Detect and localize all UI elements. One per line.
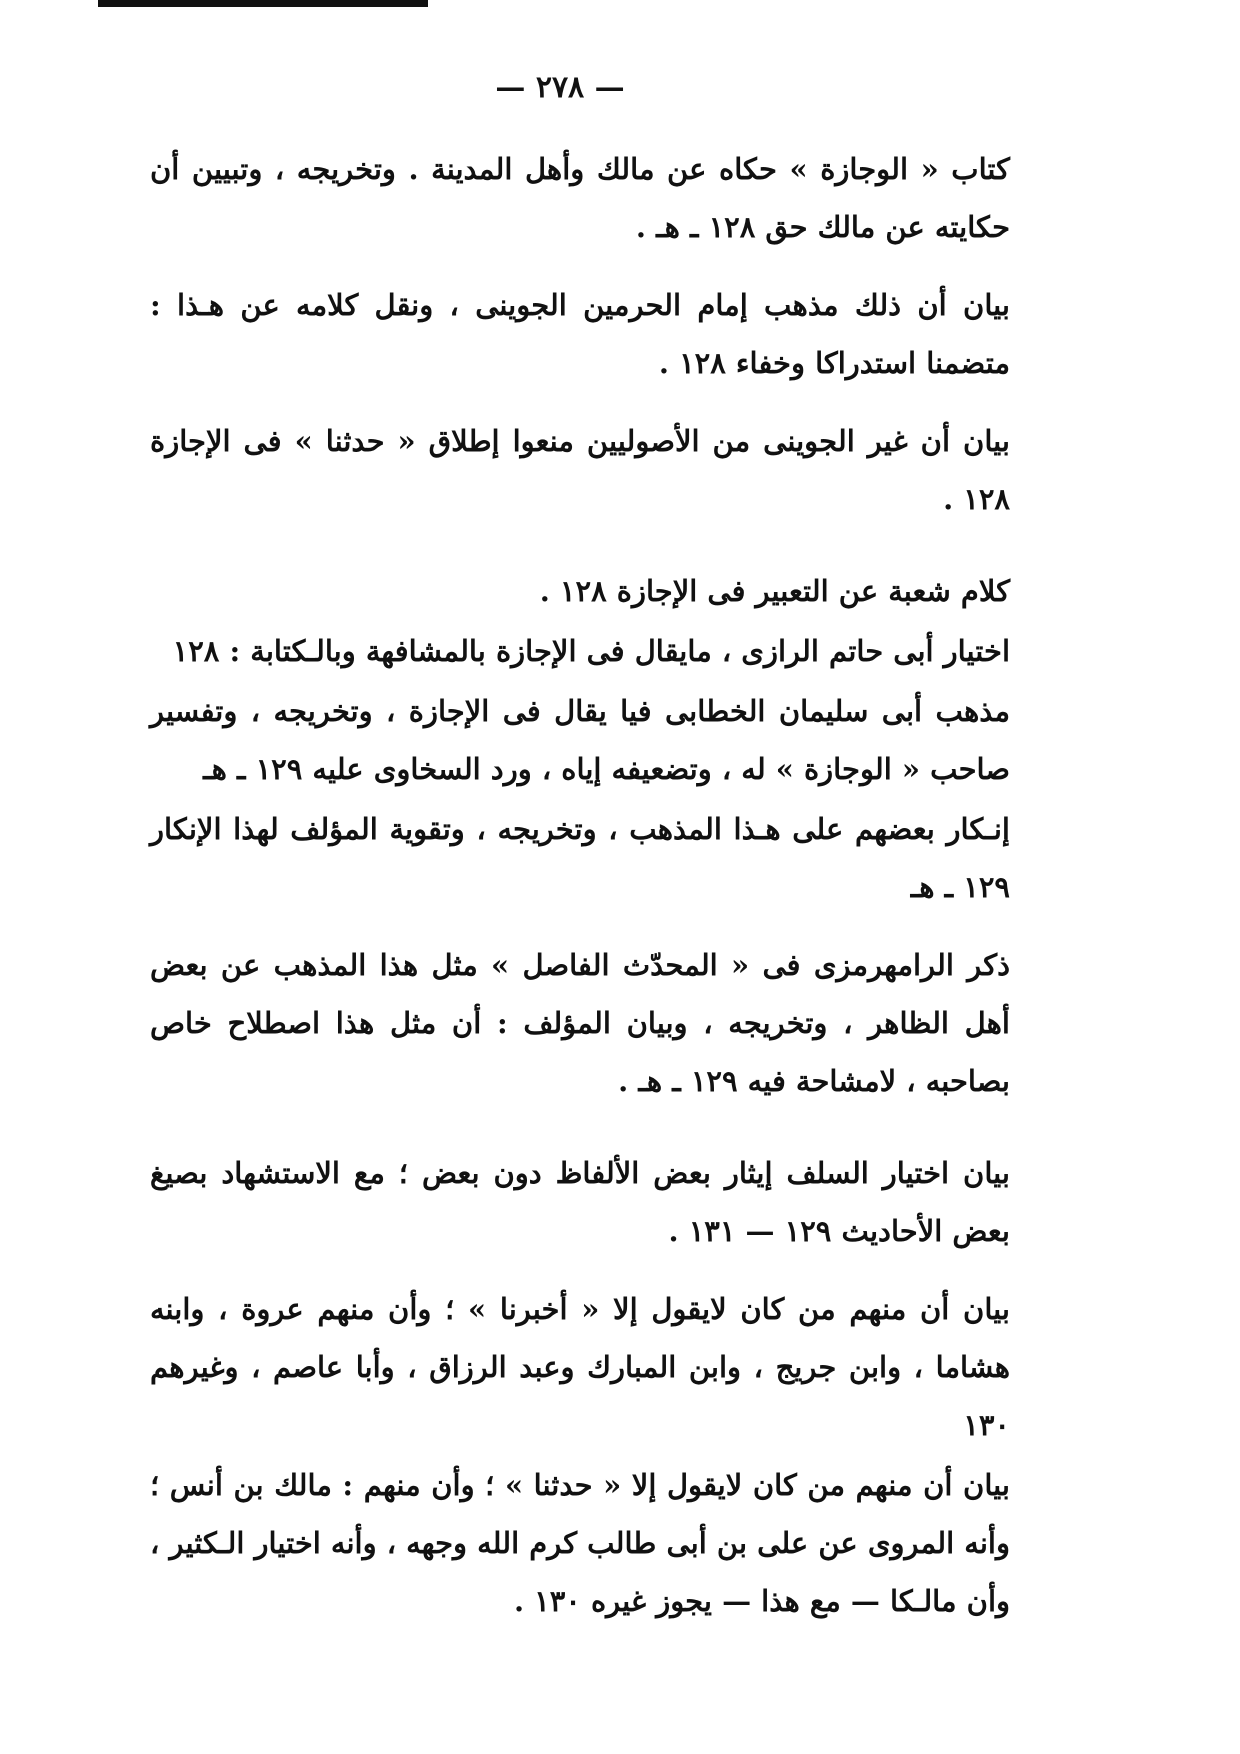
index-entry: إنـكار بعضهم على هـذا المذهب ، وتخريجه ، وتقوية المؤلف لهذا الإنكار ١٢٩ ـ هـ (150, 812, 1010, 904)
index-entry: كتاب « الوجازة » حكاه عن مالك وأهل المدينة . وتخريجه ، وتبيين أن حكايته عن مالك حق ١٢٨ ـ هـ . (150, 152, 1010, 244)
index-entry: ذكر الرامهرمزى فى « المحدّث الفاصل » مثل هذا المذهب عن بعض أهل الظاهر ، وتخريجه ، وبيان المؤلف : أن مثل هذا اصطلاح خاص بصاحبه ، لامشاحة فيه ١٢٩ ـ هـ . (150, 948, 1010, 1098)
index-entry: مذهب أبى سليمان الخطابى فيا يقال فى الإجازة ، وتخريجه ، وتفسير صاحب « الوجازة » له ، وتضعيفه إياه ، ورد السخاوى عليه ١٢٩ ـ هـ (150, 694, 1010, 786)
page-number: — ٢٧٨ — (495, 70, 625, 105)
index-entry: بيان أن منهم من كان لايقول إلا « أخبرنا » ؛ وأن منهم عروة ، وابنه هشاما ، وابن جريج ، وابن المبارك وعبد الرزاق ، وأبا عاصم ، وغيرهم ١٣٠ (150, 1292, 1010, 1442)
index-entry: بيان أن منهم من كان لايقول إلا « حدثنا » ؛ وأن منهم : مالك بن أنس ؛ وأنه المروى عن على بن أبى طالب كرم الله وجهه ، وأنه اختيار الـكثير ، وأن مالـكا — مع هذا — يجوز غيره ١٣٠ . (150, 1468, 1010, 1618)
index-entry: اختيار أبى حاتم الرازى ، مايقال فى الإجازة بالمشافهة وبالـكتابة : ١٢٨ (172, 634, 1010, 668)
top-rule (98, 0, 428, 7)
index-entry: بيان اختيار السلف إيثار بعض الألفاظ دون بعض ؛ مع الاستشهاد بصيغ بعض الأحاديث ١٢٩ — ١٣١ . (150, 1156, 1010, 1248)
index-entry: بيان أن ذلك مذهب إمام الحرمين الجوينى ، ونقل كلامه عن هـذا : متضمنا استدراكا وخفاء ١٢٨ . (150, 288, 1010, 380)
index-entry: كلام شعبة عن التعبير فى الإجازة ١٢٨ . (539, 574, 1010, 608)
index-entry: بيان أن غير الجوينى من الأصوليين منعوا إطلاق « حدثنا » فى الإجازة ١٢٨ . (150, 424, 1010, 516)
index-entries (150, 140, 1010, 1650)
